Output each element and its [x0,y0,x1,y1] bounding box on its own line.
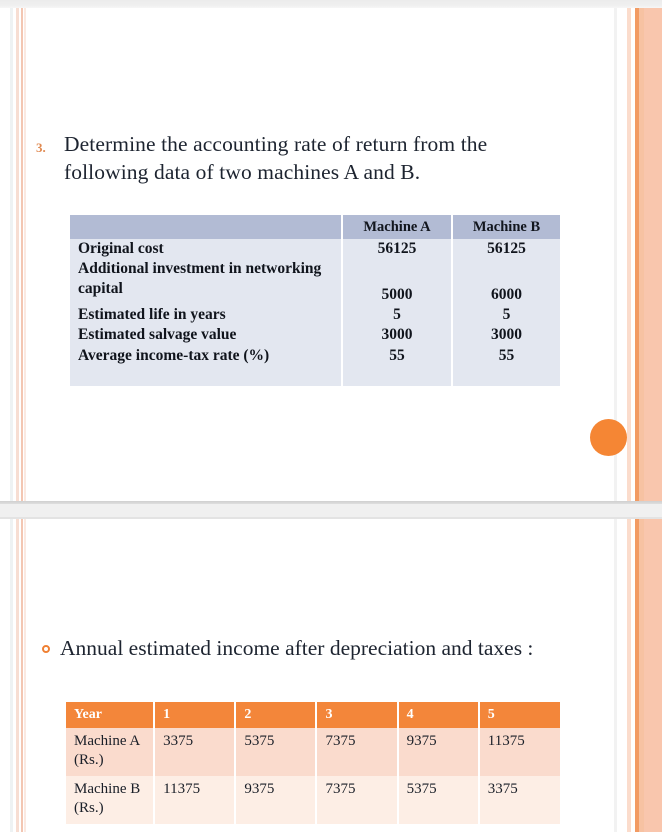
cell-machine-b-year-4: 5375 [398,776,479,824]
table2-header-year-1: 1 [154,702,235,728]
annual-income-table [66,702,560,824]
row-label-estimated-life: Estimated life in years [70,305,342,325]
cell-income-tax-rate-b: 55 [452,346,560,366]
table-row [70,325,560,345]
row-label-salvage-value: Estimated salvage value [70,325,342,345]
question-block [36,130,556,187]
slide-2-right-stripes [614,519,662,832]
slide-1 [0,8,662,501]
table-header-row [70,215,560,239]
table-row [66,776,560,824]
table-header-row [66,702,560,728]
cell-machine-a-year-2: 5375 [235,728,316,776]
cell-original-cost-b: 56125 [452,239,560,259]
question-text: Determine the accounting rate of return from the following data of two machines A and B. [64,132,488,185]
cell-machine-b-year-1: 11375 [154,776,235,824]
cell-machine-b-year-5: 3375 [479,776,560,824]
cell-estimated-life-b: 5 [452,305,560,325]
cell-machine-a-year-4: 9375 [398,728,479,776]
table-row [70,346,560,366]
row-label-additional-investment: Additional investment in networking capital [70,259,342,305]
table2-header-year-4: 4 [398,702,479,728]
cell-machine-b-year-3: 7375 [316,776,397,824]
slide-divider-gap [0,501,662,519]
table1-header-machine-b: Machine B [452,215,560,239]
cell-salvage-value-b: 3000 [452,325,560,345]
cell-income-tax-rate-a: 55 [342,346,452,366]
table2-header-year-3: 3 [316,702,397,728]
slide-1-left-stripes [0,8,34,501]
table2-header-year: Year [66,702,154,728]
row-label-income-tax-rate: Average income-tax rate (%) [70,346,342,366]
cell-original-cost-a: 56125 [342,239,452,259]
cell-machine-a-year-5: 11375 [479,728,560,776]
cell-estimated-life-a: 5 [342,305,452,325]
slide-2 [0,519,662,832]
orange-dot-decoration [590,419,627,456]
bullet-text: Annual estimated income after depreciation and taxes : [60,636,534,660]
cell-additional-investment-a: 5000 [342,259,452,305]
slide-2-left-stripes [0,519,34,832]
table-row [70,305,560,325]
bullet-block [42,634,582,663]
cell-machine-a-year-3: 7375 [316,728,397,776]
table2-header-year-2: 2 [235,702,316,728]
bullet-ring-icon [42,634,60,653]
cell-salvage-value-a: 3000 [342,325,452,345]
table-bottom-spacer [70,366,560,386]
row-label-machine-b: Machine B (Rs.) [66,776,154,824]
cell-additional-investment-b: 6000 [452,259,560,305]
table-row [66,728,560,776]
table-row [70,259,560,305]
row-label-original-cost: Original cost [70,239,342,259]
table1-header-machine-a: Machine A [342,215,452,239]
table2-header-year-5: 5 [479,702,560,728]
machine-comparison-table [70,215,560,386]
top-chrome-band [0,0,662,8]
question-number: 3. [36,140,46,155]
cell-machine-a-year-1: 3375 [154,728,235,776]
row-label-machine-a: Machine A (Rs.) [66,728,154,776]
cell-machine-b-year-2: 9375 [235,776,316,824]
table-row [70,239,560,259]
table1-header-blank [70,215,342,239]
